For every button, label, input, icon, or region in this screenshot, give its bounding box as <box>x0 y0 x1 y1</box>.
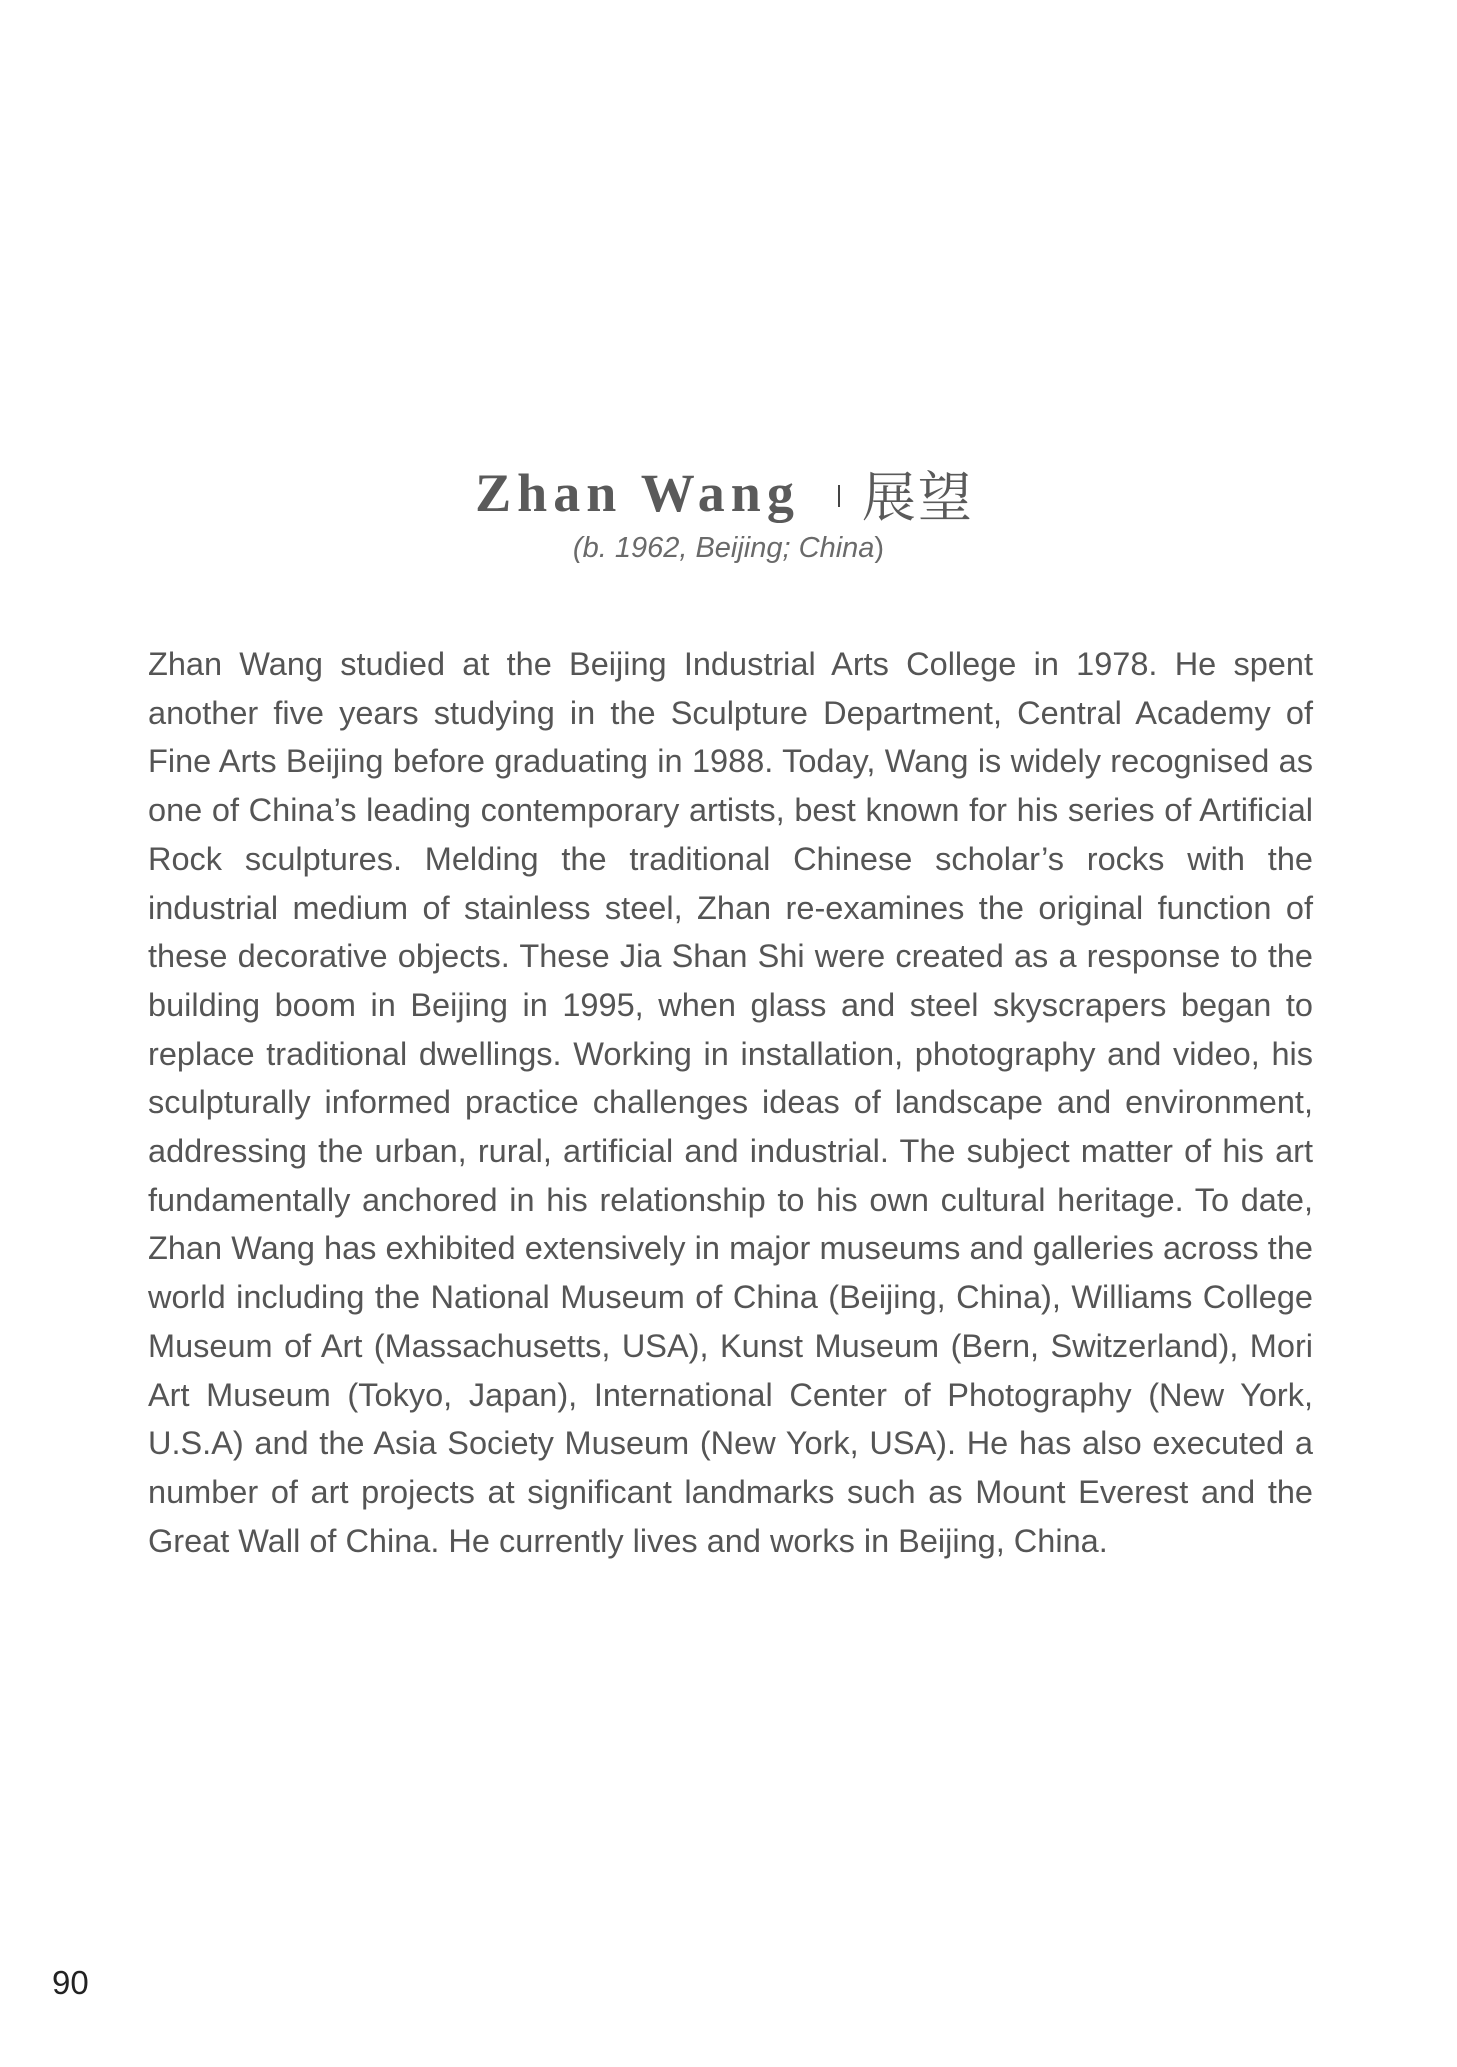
title-separator <box>838 485 840 507</box>
artist-name: Zhan Wang <box>475 463 800 523</box>
birth-info-text: (b. 1962, Beijing; China <box>572 532 875 564</box>
artist-title <box>0 458 1457 528</box>
artist-chinese-name: 展望 <box>861 465 974 529</box>
artist-birth-info <box>0 532 1457 565</box>
birth-info-close: ) <box>874 532 885 564</box>
page-number: 90 <box>52 1964 89 2001</box>
biography-paragraph: Zhan Wang studied at the Beijing Industrial Arts College in 1978. He spent another five years studying in the Sculpture Department, Central Academy of Fine Arts Beijing before graduating in 1988. Today, Wang is widely recognised as one of China’s leading contemporary artists, best known for his series of Artificial Rock sculptures. Melding the traditional Chinese scholar’s rocks with the industrial medium of stainless steel, Zhan re-examines the original function of these decorative objects. These Jia Shan Shi were created as a response to the building boom in Beijing in 1995, when glass and steel skyscrapers began to replace traditional dwellings. Working in installation, photography and video, his sculpturally informed practice challenges ideas of landscape and environment, addressing the urban, rural, artificial and industrial. The subject matter of his art fundamentally anchored in his relationship to his own cultural heritage. To date, Zhan Wang has exhibited extensively in major museums and galleries across the world including the National Museum of China (Beijing, China), Williams College Museum of Art (Massachusetts, USA), Kunst Museum (Bern, Switzerland), Mori Art Museum (Tokyo, Japan), International Center of Photography (New York, U.S.A) and the Asia Society Museum (New York, USA). He has also executed a number of art projects at significant landmarks such as Mount Everest and the Great Wall of China. He currently lives and works in Beijing, China. <box>148 646 1313 1559</box>
